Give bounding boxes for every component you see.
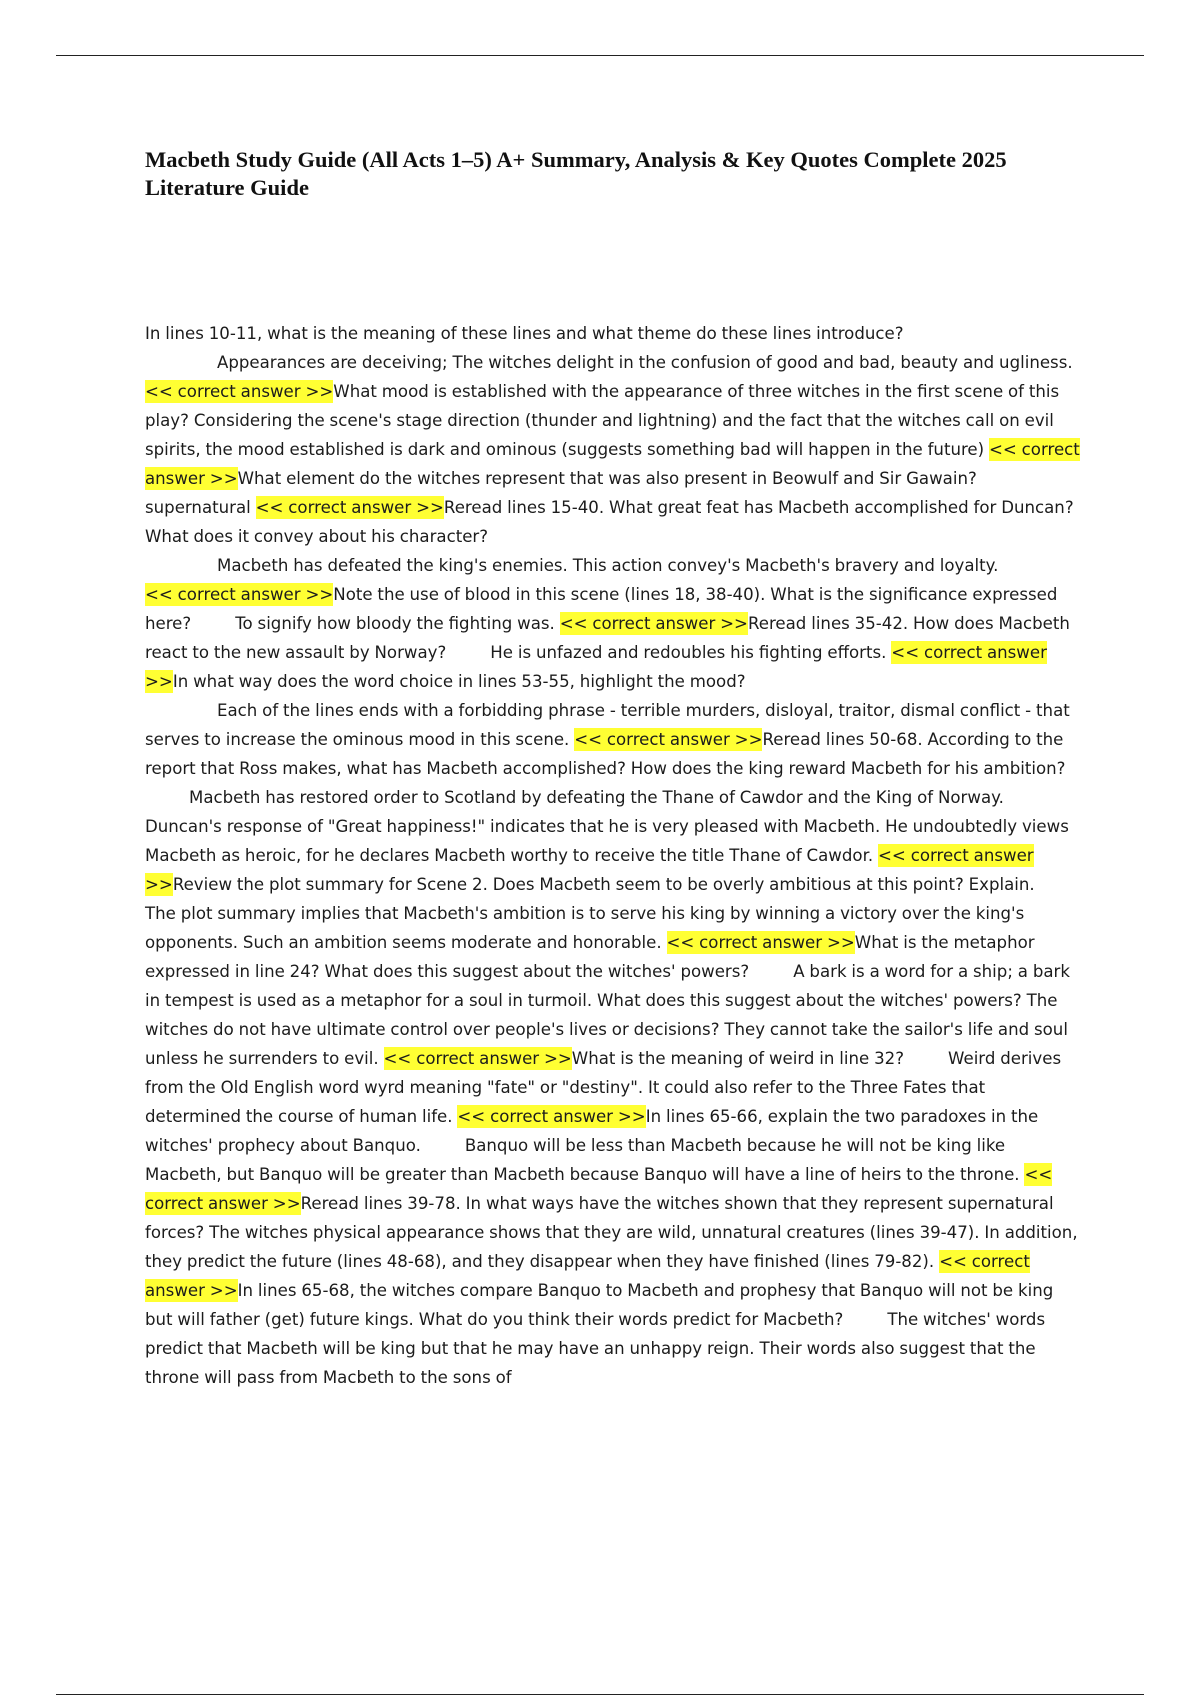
answer-text: Each of the lines ends with a forbidding phrase - terrible murders, disloyal, traitor, dismal conflict - that serves to increase the ominous mood in this scene. — [145, 701, 1070, 749]
question-text: Reread lines 15-40. What great feat has Macbeth accomplished for Duncan? What does it convey about his character? — [145, 498, 1074, 546]
answer-text: supernatural — [145, 498, 251, 517]
answer-text: A bark is a word for a ship; a bark in tempest is used as a metaphor for a soul in turmoil. What does this suggest about the witches' powers? The witches do not have ultimate control over people's lives or decisions? They cannot take the sailor's life and soul unless he surrenders to evil. — [145, 962, 1070, 1068]
correct-answer-marker: << correct answer >> — [145, 440, 1080, 488]
question-text: Note the use of blood in this scene (lines 18, 38-40). What is the significance expressed here? — [145, 585, 1058, 633]
answer-text: The plot summary implies that Macbeth's ambition is to serve his king by winning a victory over the king's opponents. Such an ambition seems moderate and honorable. — [145, 904, 1025, 952]
top-rule — [56, 55, 1144, 56]
question-text: Reread lines 39-78. In what ways have the witches shown that they represent supernatural forces? — [145, 1194, 1054, 1242]
document-title: Macbeth Study Guide (All Acts 1–5) A+ Summary, Analysis & Key Quotes Complete 2025 Literature Guide — [145, 147, 1007, 200]
question-text: What element do the witches represent that was also present in Beowulf and Sir Gawain? — [237, 469, 977, 488]
correct-answer-marker: << correct answer >> — [145, 1165, 1053, 1213]
correct-answer-marker: << correct answer >> — [457, 1107, 646, 1126]
question-text: Reread lines 50-68. According to the report that Ross makes, what has Macbeth accomplished? How does the king reward Macbeth for his ambition? — [145, 730, 1066, 778]
question-text: Review the plot summary for Scene 2. Does Macbeth seem to be overly ambitious at this point? Explain. — [172, 875, 1035, 894]
answer-text: Appearances are deceiving; The witches delight in the confusion of good and bad, beauty and ugliness. — [217, 353, 1073, 372]
document-body — [145, 319, 1085, 1392]
correct-answer-marker: << correct answer >> — [559, 614, 748, 633]
answer-text: To signify how bloody the fighting was. — [235, 614, 555, 633]
question-text: What is the meaning of weird in line 32? — [571, 1049, 905, 1068]
correct-answer-marker: << correct answer >> — [145, 846, 1034, 894]
correct-answer-marker: << correct answer >> — [145, 585, 334, 604]
answer-text: Banquo will be less than Macbeth because he will not be king like Macbeth, but Banquo will be greater than Macbeth because Banquo will have a line of heirs to the throne. — [145, 1136, 1020, 1184]
answer-text: Weird derives from the Old English word wyrd meaning "fate" or "destiny". It could also refer to the Three Fates that determined the course of human life. — [145, 1049, 1062, 1126]
answer-text: The witches' words predict that Macbeth will be king but that he may have an unhappy reign. Their words also suggest that the throne will pass from Macbeth to the sons of — [145, 1310, 1046, 1387]
question-text: What mood is established with the appearance of three witches in the first scene of this play? — [145, 382, 1060, 430]
qa-paragraph — [145, 319, 1085, 1392]
question-text: Reread lines 35-42. How does Macbeth react to the new assault by Norway? — [145, 614, 1070, 662]
answer-text: Considering the scene's stage direction (thunder and lightning) and the fact that the witches call on evil spirits, the mood established is dark and ominous (suggests something bad will happen in the future) — [145, 411, 1054, 459]
correct-answer-marker: << correct answer >> — [666, 933, 855, 952]
correct-answer-marker: << correct answer >> — [145, 1252, 1030, 1300]
correct-answer-marker: << correct answer >> — [383, 1049, 572, 1068]
question-text: What is the metaphor expressed in line 24? What does this suggest about the witches' powers? — [145, 933, 1035, 981]
question-text: In lines 65-68, the witches compare Banquo to Macbeth and prophesy that Banquo will not be king but will father (get) future kings. What do you think their words predict for Macbeth? — [145, 1281, 1054, 1329]
question-text: In lines 10-11, what is the meaning of these lines and what theme do these lines introduce? — [145, 324, 904, 343]
correct-answer-marker: << correct answer >> — [574, 730, 763, 749]
question-text: In what way does the word choice in lines 53-55, highlight the mood? — [172, 672, 746, 691]
correct-answer-marker: << correct answer >> — [255, 498, 444, 517]
answer-text: He is unfazed and redoubles his fighting efforts. — [490, 643, 887, 662]
answer-text: Macbeth has defeated the king's enemies. This action convey's Macbeth's bravery and loyalty. — [217, 556, 999, 575]
bottom-rule — [56, 1694, 1144, 1695]
correct-answer-marker: << correct answer >> — [145, 382, 334, 401]
correct-answer-marker: << correct answer >> — [145, 643, 1047, 691]
answer-text: Macbeth has restored order to Scotland by defeating the Thane of Cawdor and the King of Norway. Duncan's response of "Great happiness!" indicates that he is very pleased with Macbeth. He undoubtedly views Macbeth as heroic, for he declares Macbeth worthy to receive the title Thane of Cawdor. — [145, 788, 1069, 865]
question-text: In lines 65-66, explain the two paradoxes in the witches' prophecy about Banquo. — [145, 1107, 1039, 1155]
answer-text: The witches physical appearance shows that they are wild, unnatural creatures (lines 39-47). In addition, they predict the future (lines 48-68), and they disappear when they have finished (lines 79-82). — [145, 1223, 1078, 1271]
